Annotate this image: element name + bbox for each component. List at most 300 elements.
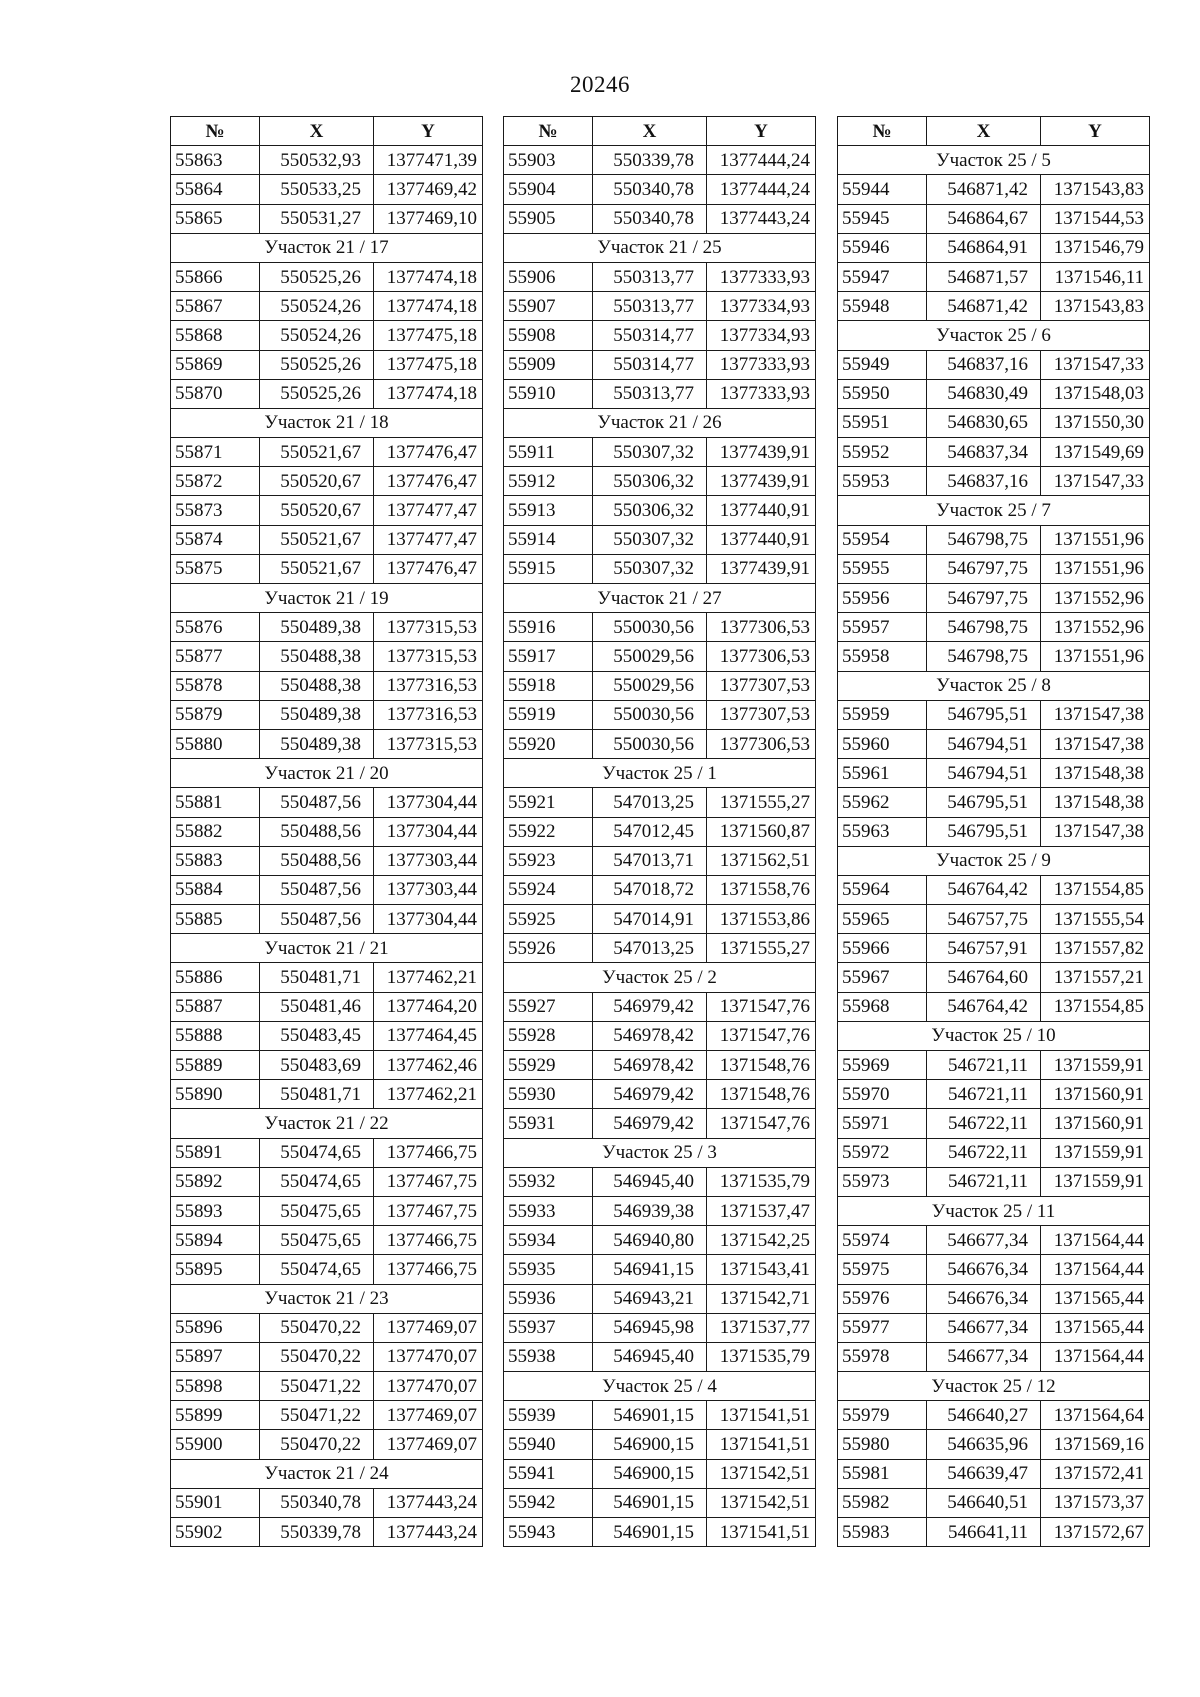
table-row (838, 817, 1150, 846)
x-coordinate-cell: 546978,42 (593, 1051, 707, 1080)
table-row (838, 1313, 1150, 1342)
x-coordinate-cell: 546864,67 (927, 204, 1041, 233)
point-number-cell: 55951 (838, 408, 927, 437)
y-coordinate-cell: 1377469,42 (374, 175, 483, 204)
point-number-cell: 55927 (504, 992, 593, 1021)
y-coordinate-cell: 1377315,53 (374, 729, 483, 758)
y-coordinate-cell: 1377462,21 (374, 1080, 483, 1109)
table-row (171, 1401, 483, 1430)
point-number-cell: 55887 (171, 992, 260, 1021)
point-number-cell: 55916 (504, 613, 593, 642)
point-number-cell: 55973 (838, 1167, 927, 1196)
section-header-row (838, 846, 1150, 875)
table-row (838, 1167, 1150, 1196)
header-number: № (838, 117, 927, 146)
point-number-cell: 55866 (171, 262, 260, 291)
point-number-cell: 55961 (838, 759, 927, 788)
x-coordinate-cell: 546945,98 (593, 1313, 707, 1342)
table-row (171, 1313, 483, 1342)
x-coordinate-cell: 546757,75 (927, 905, 1041, 934)
y-coordinate-cell: 1371547,38 (1041, 700, 1150, 729)
x-coordinate-cell: 550029,56 (593, 642, 707, 671)
header-number: № (171, 117, 260, 146)
point-number-cell: 55930 (504, 1080, 593, 1109)
point-number-cell: 55941 (504, 1459, 593, 1488)
section-title: Участок 25 / 6 (838, 321, 1150, 350)
x-coordinate-cell: 546945,40 (593, 1167, 707, 1196)
x-coordinate-cell: 546940,80 (593, 1226, 707, 1255)
point-number-cell: 55982 (838, 1488, 927, 1517)
header-number: № (504, 117, 593, 146)
point-number-cell: 55975 (838, 1255, 927, 1284)
table-row (838, 1401, 1150, 1430)
x-coordinate-cell: 546798,75 (927, 525, 1041, 554)
section-title: Участок 21 / 17 (171, 233, 483, 262)
x-coordinate-cell: 550339,78 (260, 1518, 374, 1547)
point-number-cell: 55902 (171, 1518, 260, 1547)
point-number-cell: 55923 (504, 846, 593, 875)
y-coordinate-cell: 1377333,93 (707, 379, 816, 408)
y-coordinate-cell: 1371555,54 (1041, 905, 1150, 934)
y-coordinate-cell: 1371569,16 (1041, 1430, 1150, 1459)
y-coordinate-cell: 1371547,33 (1041, 467, 1150, 496)
table-row (838, 788, 1150, 817)
x-coordinate-cell: 547013,25 (593, 934, 707, 963)
y-coordinate-cell: 1371565,44 (1041, 1313, 1150, 1342)
x-coordinate-cell: 546871,42 (927, 292, 1041, 321)
point-number-cell: 55881 (171, 788, 260, 817)
point-number-cell: 55980 (838, 1430, 927, 1459)
point-number-cell: 55918 (504, 671, 593, 700)
table-row (838, 905, 1150, 934)
y-coordinate-cell: 1377477,47 (374, 525, 483, 554)
point-number-cell: 55933 (504, 1196, 593, 1225)
table-row (171, 1372, 483, 1401)
x-coordinate-cell: 546837,16 (927, 467, 1041, 496)
x-coordinate-cell: 550474,65 (260, 1167, 374, 1196)
x-coordinate-cell: 546764,42 (927, 875, 1041, 904)
x-coordinate-cell: 546798,75 (927, 642, 1041, 671)
section-title: Участок 21 / 19 (171, 584, 483, 613)
header-y: Y (707, 117, 816, 146)
point-number-cell: 55903 (504, 146, 593, 175)
y-coordinate-cell: 1371564,44 (1041, 1342, 1150, 1371)
x-coordinate-cell: 546945,40 (593, 1342, 707, 1371)
table-row (838, 262, 1150, 291)
y-coordinate-cell: 1377443,24 (374, 1488, 483, 1517)
x-coordinate-cell: 550525,26 (260, 350, 374, 379)
table-row (504, 642, 816, 671)
x-coordinate-cell: 550521,67 (260, 438, 374, 467)
x-coordinate-cell: 546757,91 (927, 934, 1041, 963)
coordinates-table-middle (503, 116, 816, 1547)
y-coordinate-cell: 1377306,53 (707, 729, 816, 758)
y-coordinate-cell: 1371560,87 (707, 817, 816, 846)
point-number-cell: 55863 (171, 146, 260, 175)
y-coordinate-cell: 1371554,85 (1041, 875, 1150, 904)
x-coordinate-cell: 546722,11 (927, 1109, 1041, 1138)
point-number-cell: 55864 (171, 175, 260, 204)
section-header-row (171, 1284, 483, 1313)
y-coordinate-cell: 1371547,76 (707, 1109, 816, 1138)
point-number-cell: 55959 (838, 700, 927, 729)
x-coordinate-cell: 550489,38 (260, 700, 374, 729)
table-row (171, 1518, 483, 1547)
point-number-cell: 55938 (504, 1342, 593, 1371)
header-x: X (593, 117, 707, 146)
y-coordinate-cell: 1371547,38 (1041, 729, 1150, 758)
y-coordinate-cell: 1371542,71 (707, 1284, 816, 1313)
point-number-cell: 55894 (171, 1226, 260, 1255)
table-row (171, 963, 483, 992)
x-coordinate-cell: 550533,25 (260, 175, 374, 204)
y-coordinate-cell: 1377304,44 (374, 788, 483, 817)
table-row (171, 350, 483, 379)
x-coordinate-cell: 546979,42 (593, 1109, 707, 1138)
table-row (504, 613, 816, 642)
section-title: Участок 25 / 1 (504, 759, 816, 788)
y-coordinate-cell: 1371572,67 (1041, 1518, 1150, 1547)
x-coordinate-cell: 546901,15 (593, 1518, 707, 1547)
table-row (504, 729, 816, 758)
table-row (504, 1080, 816, 1109)
point-number-cell: 55901 (171, 1488, 260, 1517)
y-coordinate-cell: 1377462,21 (374, 963, 483, 992)
point-number-cell: 55947 (838, 262, 927, 291)
x-coordinate-cell: 546941,15 (593, 1255, 707, 1284)
point-number-cell: 55877 (171, 642, 260, 671)
table-row (838, 642, 1150, 671)
point-number-cell: 55954 (838, 525, 927, 554)
y-coordinate-cell: 1371537,47 (707, 1196, 816, 1225)
x-coordinate-cell: 546635,96 (927, 1430, 1041, 1459)
table-row (838, 1284, 1150, 1313)
x-coordinate-cell: 546676,34 (927, 1284, 1041, 1313)
y-coordinate-cell: 1371564,64 (1041, 1401, 1150, 1430)
table-row (838, 1226, 1150, 1255)
table-row (504, 379, 816, 408)
table-header-row (504, 117, 816, 146)
y-coordinate-cell: 1377316,53 (374, 671, 483, 700)
y-coordinate-cell: 1377443,24 (374, 1518, 483, 1547)
page-number: 20246 (570, 72, 630, 97)
y-coordinate-cell: 1377307,53 (707, 671, 816, 700)
section-header-row (504, 1138, 816, 1167)
y-coordinate-cell: 1371550,30 (1041, 408, 1150, 437)
point-number-cell: 55971 (838, 1109, 927, 1138)
section-header-row (504, 963, 816, 992)
table-row (504, 467, 816, 496)
y-coordinate-cell: 1377333,93 (707, 262, 816, 291)
x-coordinate-cell: 546641,11 (927, 1518, 1041, 1547)
y-coordinate-cell: 1371551,96 (1041, 642, 1150, 671)
point-number-cell: 55928 (504, 1021, 593, 1050)
x-coordinate-cell: 550306,32 (593, 467, 707, 496)
x-coordinate-cell: 547014,91 (593, 905, 707, 934)
x-coordinate-cell: 546640,27 (927, 1401, 1041, 1430)
y-coordinate-cell: 1377474,18 (374, 379, 483, 408)
y-coordinate-cell: 1371542,51 (707, 1488, 816, 1517)
x-coordinate-cell: 550313,77 (593, 379, 707, 408)
table-row (171, 1488, 483, 1517)
point-number-cell: 55944 (838, 175, 927, 204)
y-coordinate-cell: 1377444,24 (707, 146, 816, 175)
x-coordinate-cell: 550314,77 (593, 321, 707, 350)
section-header-row (171, 584, 483, 613)
table-row (838, 467, 1150, 496)
x-coordinate-cell: 550488,38 (260, 671, 374, 700)
x-coordinate-cell: 546722,11 (927, 1138, 1041, 1167)
x-coordinate-cell: 550307,32 (593, 525, 707, 554)
point-number-cell: 55976 (838, 1284, 927, 1313)
point-number-cell: 55939 (504, 1401, 593, 1430)
table-row (171, 875, 483, 904)
x-coordinate-cell: 546677,34 (927, 1226, 1041, 1255)
y-coordinate-cell: 1371573,37 (1041, 1488, 1150, 1517)
point-number-cell: 55898 (171, 1372, 260, 1401)
table-row (838, 584, 1150, 613)
section-title: Участок 25 / 8 (838, 671, 1150, 700)
x-coordinate-cell: 546901,15 (593, 1401, 707, 1430)
table-row (171, 1051, 483, 1080)
x-coordinate-cell: 546864,91 (927, 233, 1041, 262)
y-coordinate-cell: 1371547,38 (1041, 817, 1150, 846)
x-coordinate-cell: 550483,45 (260, 1021, 374, 1050)
x-coordinate-cell: 550314,77 (593, 350, 707, 379)
y-coordinate-cell: 1377444,24 (707, 175, 816, 204)
point-number-cell: 55889 (171, 1051, 260, 1080)
y-coordinate-cell: 1371547,33 (1041, 350, 1150, 379)
table-row (171, 204, 483, 233)
y-coordinate-cell: 1371544,53 (1041, 204, 1150, 233)
table-row (838, 438, 1150, 467)
section-title: Участок 21 / 21 (171, 934, 483, 963)
point-number-cell: 55888 (171, 1021, 260, 1050)
x-coordinate-cell: 546795,51 (927, 788, 1041, 817)
point-number-cell: 55964 (838, 875, 927, 904)
y-coordinate-cell: 1377334,93 (707, 292, 816, 321)
table-row (504, 1488, 816, 1517)
y-coordinate-cell: 1371537,77 (707, 1313, 816, 1342)
x-coordinate-cell: 546794,51 (927, 729, 1041, 758)
table-row (171, 554, 483, 583)
table-row (171, 1021, 483, 1050)
point-number-cell: 55962 (838, 788, 927, 817)
point-number-cell: 55897 (171, 1342, 260, 1371)
table-row (838, 408, 1150, 437)
x-coordinate-cell: 550520,67 (260, 496, 374, 525)
x-coordinate-cell: 550339,78 (593, 146, 707, 175)
point-number-cell: 55876 (171, 613, 260, 642)
section-header-row (838, 321, 1150, 350)
x-coordinate-cell: 550474,65 (260, 1255, 374, 1284)
y-coordinate-cell: 1371564,44 (1041, 1255, 1150, 1284)
table-row (838, 1255, 1150, 1284)
point-number-cell: 55869 (171, 350, 260, 379)
table-row (504, 1401, 816, 1430)
point-number-cell: 55920 (504, 729, 593, 758)
point-number-cell: 55919 (504, 700, 593, 729)
point-number-cell: 55899 (171, 1401, 260, 1430)
x-coordinate-cell: 550030,56 (593, 613, 707, 642)
table-row (171, 817, 483, 846)
table-row (171, 905, 483, 934)
x-coordinate-cell: 546721,11 (927, 1080, 1041, 1109)
y-coordinate-cell: 1377467,75 (374, 1196, 483, 1225)
y-coordinate-cell: 1377315,53 (374, 642, 483, 671)
y-coordinate-cell: 1371572,41 (1041, 1459, 1150, 1488)
coordinates-table-left (170, 116, 483, 1547)
table-row (838, 875, 1150, 904)
x-coordinate-cell: 550340,78 (260, 1488, 374, 1517)
point-number-cell: 55958 (838, 642, 927, 671)
table-row (171, 321, 483, 350)
x-coordinate-cell: 550483,69 (260, 1051, 374, 1080)
table-row (838, 1459, 1150, 1488)
table-row (838, 204, 1150, 233)
x-coordinate-cell: 550489,38 (260, 729, 374, 758)
y-coordinate-cell: 1371552,96 (1041, 613, 1150, 642)
section-title: Участок 21 / 26 (504, 408, 816, 437)
point-number-cell: 55943 (504, 1518, 593, 1547)
y-coordinate-cell: 1377476,47 (374, 438, 483, 467)
y-coordinate-cell: 1377439,91 (707, 467, 816, 496)
x-coordinate-cell: 550471,22 (260, 1372, 374, 1401)
x-coordinate-cell: 547012,45 (593, 817, 707, 846)
point-number-cell: 55873 (171, 496, 260, 525)
point-number-cell: 55963 (838, 817, 927, 846)
x-coordinate-cell: 550520,67 (260, 467, 374, 496)
header-x: X (927, 117, 1041, 146)
point-number-cell: 55952 (838, 438, 927, 467)
y-coordinate-cell: 1371557,21 (1041, 963, 1150, 992)
point-number-cell: 55875 (171, 554, 260, 583)
y-coordinate-cell: 1371548,76 (707, 1080, 816, 1109)
table-row (504, 438, 816, 467)
x-coordinate-cell: 546939,38 (593, 1196, 707, 1225)
x-coordinate-cell: 546871,57 (927, 262, 1041, 291)
point-number-cell: 55924 (504, 875, 593, 904)
point-number-cell: 55940 (504, 1430, 593, 1459)
point-number-cell: 55950 (838, 379, 927, 408)
table-row (171, 642, 483, 671)
x-coordinate-cell: 550481,71 (260, 963, 374, 992)
table-row (504, 525, 816, 554)
table-row (171, 496, 483, 525)
y-coordinate-cell: 1371559,91 (1041, 1051, 1150, 1080)
x-coordinate-cell: 546943,21 (593, 1284, 707, 1313)
point-number-cell: 55892 (171, 1167, 260, 1196)
y-coordinate-cell: 1371552,96 (1041, 584, 1150, 613)
x-coordinate-cell: 547013,25 (593, 788, 707, 817)
y-coordinate-cell: 1377440,91 (707, 496, 816, 525)
x-coordinate-cell: 546640,51 (927, 1488, 1041, 1517)
y-coordinate-cell: 1377477,47 (374, 496, 483, 525)
x-coordinate-cell: 550488,56 (260, 817, 374, 846)
section-title: Участок 25 / 3 (504, 1138, 816, 1167)
y-coordinate-cell: 1377469,07 (374, 1430, 483, 1459)
point-number-cell: 55904 (504, 175, 593, 204)
point-number-cell: 55883 (171, 846, 260, 875)
table-row (171, 1430, 483, 1459)
point-number-cell: 55900 (171, 1430, 260, 1459)
point-number-cell: 55948 (838, 292, 927, 321)
point-number-cell: 55978 (838, 1342, 927, 1371)
x-coordinate-cell: 547018,72 (593, 875, 707, 904)
y-coordinate-cell: 1371547,76 (707, 992, 816, 1021)
y-coordinate-cell: 1377306,53 (707, 642, 816, 671)
table-row (504, 671, 816, 700)
y-coordinate-cell: 1377334,93 (707, 321, 816, 350)
x-coordinate-cell: 547013,71 (593, 846, 707, 875)
x-coordinate-cell: 550475,65 (260, 1196, 374, 1225)
x-coordinate-cell: 546721,11 (927, 1051, 1041, 1080)
y-coordinate-cell: 1371541,51 (707, 1401, 816, 1430)
section-header-row (838, 496, 1150, 525)
table-row (171, 292, 483, 321)
point-number-cell: 55868 (171, 321, 260, 350)
table-row (171, 992, 483, 1021)
point-number-cell: 55872 (171, 467, 260, 496)
section-title: Участок 21 / 22 (171, 1109, 483, 1138)
table-row (838, 1430, 1150, 1459)
point-number-cell: 55890 (171, 1080, 260, 1109)
x-coordinate-cell: 550489,38 (260, 613, 374, 642)
point-number-cell: 55921 (504, 788, 593, 817)
point-number-cell: 55910 (504, 379, 593, 408)
x-coordinate-cell: 550307,32 (593, 438, 707, 467)
x-coordinate-cell: 550474,65 (260, 1138, 374, 1167)
x-coordinate-cell: 546764,42 (927, 992, 1041, 1021)
table-row (171, 379, 483, 408)
point-number-cell: 55882 (171, 817, 260, 846)
point-number-cell: 55917 (504, 642, 593, 671)
point-number-cell: 55911 (504, 438, 593, 467)
x-coordinate-cell: 550470,22 (260, 1342, 374, 1371)
y-coordinate-cell: 1371535,79 (707, 1342, 816, 1371)
section-header-row (171, 934, 483, 963)
section-header-row (838, 1372, 1150, 1401)
table-row (504, 934, 816, 963)
x-coordinate-cell: 546978,42 (593, 1021, 707, 1050)
y-coordinate-cell: 1377469,07 (374, 1313, 483, 1342)
x-coordinate-cell: 550470,22 (260, 1430, 374, 1459)
point-number-cell: 55891 (171, 1138, 260, 1167)
x-coordinate-cell: 550532,93 (260, 146, 374, 175)
y-coordinate-cell: 1371562,51 (707, 846, 816, 875)
y-coordinate-cell: 1377466,75 (374, 1226, 483, 1255)
table-row (171, 1342, 483, 1371)
x-coordinate-cell: 550525,26 (260, 262, 374, 291)
point-number-cell: 55908 (504, 321, 593, 350)
x-coordinate-cell: 550475,65 (260, 1226, 374, 1255)
x-coordinate-cell: 546795,51 (927, 700, 1041, 729)
y-coordinate-cell: 1371551,96 (1041, 554, 1150, 583)
table-row (504, 1167, 816, 1196)
y-coordinate-cell: 1377440,91 (707, 525, 816, 554)
point-number-cell: 55886 (171, 963, 260, 992)
table-row (504, 262, 816, 291)
y-coordinate-cell: 1371541,51 (707, 1430, 816, 1459)
point-number-cell: 55931 (504, 1109, 593, 1138)
x-coordinate-cell: 550488,38 (260, 642, 374, 671)
x-coordinate-cell: 550340,78 (593, 204, 707, 233)
table-row (838, 292, 1150, 321)
table-row (504, 1196, 816, 1225)
table-row (504, 1313, 816, 1342)
section-title: Участок 25 / 9 (838, 846, 1150, 875)
section-header-row (171, 408, 483, 437)
